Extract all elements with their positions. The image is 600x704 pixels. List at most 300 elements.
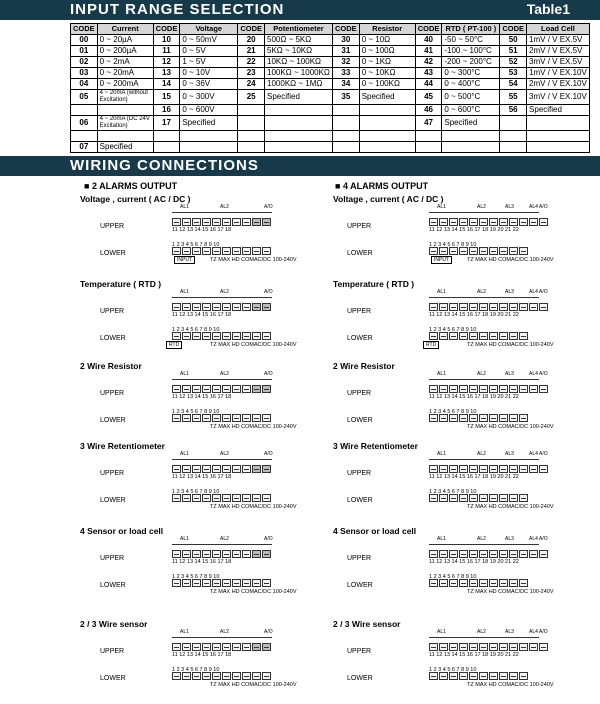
terminal: [469, 303, 478, 311]
table-cell: [265, 105, 333, 116]
table-cell: [97, 105, 153, 116]
terminal: [212, 494, 221, 502]
table-cell: 56: [500, 105, 527, 116]
terminal: [539, 643, 548, 651]
terminal: [489, 465, 498, 473]
terminal: [182, 218, 191, 226]
terminal: [509, 303, 518, 311]
upper-terminal-numbers: 11 12 13 14 15 16 17 18 19 20 21 22: [429, 559, 519, 565]
table-cell: 02: [71, 57, 98, 68]
terminal: [182, 247, 191, 255]
terminal: [479, 579, 488, 587]
upper-terminal-block: [429, 643, 549, 652]
subsection-title: Temperature ( RTD ): [80, 279, 162, 289]
terminal: [439, 672, 448, 680]
table-cell: 54: [500, 79, 527, 90]
lower-terminal-block: [172, 414, 272, 423]
terminal: [439, 643, 448, 651]
lower-label: LOWER: [100, 250, 126, 257]
terminal: [429, 332, 438, 340]
terminal: [529, 465, 538, 473]
upper-label: UPPER: [347, 223, 372, 230]
alarm-label: AL3: [505, 204, 514, 210]
terminal: [172, 494, 181, 502]
terminal: [182, 332, 191, 340]
table-cell: 22: [238, 57, 265, 68]
alarm-label: AL2: [220, 536, 229, 542]
upper-label: UPPER: [100, 555, 125, 562]
table-cell: Specified: [97, 142, 153, 153]
alarm-wire: [172, 212, 272, 213]
lower-terminal-block: [172, 579, 272, 588]
table-cell: [359, 131, 415, 142]
terminal: [182, 465, 191, 473]
terminal: [172, 218, 181, 226]
table-cell: [415, 142, 442, 153]
terminal: [439, 385, 448, 393]
lower-terminal-numbers: 1 2 3 4 5 6 7 8 9 10: [172, 667, 220, 673]
rtd-box: RTD: [166, 341, 182, 349]
table-cell: 14: [153, 79, 180, 90]
table-cell: [527, 131, 590, 142]
terminal: [489, 643, 498, 651]
upper-terminal-block: [172, 643, 272, 652]
terminal: [232, 643, 241, 651]
terminal: [519, 414, 528, 422]
alarm-label: AL2: [220, 371, 229, 377]
table-cell: 34: [333, 79, 360, 90]
subsection-title: 4 Sensor or load cell: [333, 526, 417, 536]
alarm-wire: [172, 459, 272, 460]
terminal: [519, 332, 528, 340]
terminal: [429, 494, 438, 502]
power-label: AC/DC 100-240V: [511, 504, 554, 510]
lower-label: LOWER: [347, 497, 373, 504]
power-label: AC/DC 100-240V: [254, 342, 297, 348]
table-cell: 00: [71, 35, 98, 46]
lower-terminal-tags: TZ MAX HD COM: [210, 589, 254, 595]
table-cell: [265, 116, 333, 131]
terminal: [479, 643, 488, 651]
left-title-text: 2 ALARMS OUTPUT: [91, 181, 178, 191]
terminal: [499, 579, 508, 587]
upper-terminal-numbers: 11 12 13 14 15 16 17 18: [172, 474, 232, 480]
table-cell: 42: [415, 57, 442, 68]
table-cell: 0 ~ 500°C: [442, 90, 500, 105]
terminal: [489, 247, 498, 255]
rtd-box: RTD: [423, 341, 439, 349]
alarm-label: AL1: [437, 451, 446, 457]
table-cell: [333, 105, 360, 116]
lower-terminal-block: [172, 672, 272, 681]
table-cell: 0 ~ 5V: [180, 46, 238, 57]
terminal: [489, 414, 498, 422]
table-cell: [333, 142, 360, 153]
terminal: [539, 465, 548, 473]
alarm-label: AL3: [505, 371, 514, 377]
upper-terminal-block: [172, 385, 272, 394]
terminal: [459, 579, 468, 587]
table-row: [71, 131, 590, 142]
terminal: [252, 550, 261, 558]
terminal: [252, 247, 261, 255]
table-header-cell: Load Cell: [527, 24, 590, 35]
alarm-label: AL4: [529, 629, 538, 635]
table-cell: 05: [71, 90, 98, 105]
table-cell: 4 ~ 20mA (without Excitation): [97, 90, 153, 105]
terminal: [192, 385, 201, 393]
terminal: [439, 414, 448, 422]
alarm-label: AL2: [477, 629, 486, 635]
terminal: [429, 643, 438, 651]
alarm-label: AL3: [505, 289, 514, 295]
terminal: [262, 303, 271, 311]
terminal: [519, 465, 528, 473]
terminal: [222, 465, 231, 473]
table-cell: [180, 142, 238, 153]
terminal: [429, 385, 438, 393]
table-cell: Specified: [359, 90, 415, 105]
lower-terminal-tags: TZ MAX HD COM: [210, 342, 254, 348]
terminal: [429, 579, 438, 587]
terminal: [232, 414, 241, 422]
terminal: [212, 218, 221, 226]
table-cell: 0 ~ 100Ω: [359, 46, 415, 57]
alarm-label: AL2: [477, 289, 486, 295]
terminal: [509, 579, 518, 587]
terminal: [449, 465, 458, 473]
table-cell: 10KΩ ~ 100KΩ: [265, 57, 333, 68]
terminal: [192, 643, 201, 651]
alarm-label: AL2: [220, 289, 229, 295]
lower-label: LOWER: [347, 582, 373, 589]
alarm-label: AL1: [437, 289, 446, 295]
alarm-label: AL2: [477, 371, 486, 377]
terminal: [479, 414, 488, 422]
table-cell: [238, 116, 265, 131]
table-cell: 1mV / V EX.10V: [527, 68, 590, 79]
terminal: [479, 218, 488, 226]
table-cell: 04: [71, 79, 98, 90]
lower-terminal-block: [429, 332, 529, 341]
table-row: [71, 105, 590, 116]
terminal: [182, 414, 191, 422]
terminal: [212, 550, 221, 558]
table-cell: [71, 105, 98, 116]
table-row: [71, 46, 590, 57]
table-cell: 0 ~ 10Ω: [359, 35, 415, 46]
terminal: [479, 494, 488, 502]
terminal: [439, 303, 448, 311]
terminal: [232, 332, 241, 340]
terminal: [202, 579, 211, 587]
terminal: [242, 550, 251, 558]
alarm-label: AL3: [505, 629, 514, 635]
lower-terminal-tags: TZ MAX HD COM: [467, 342, 511, 348]
terminal: [449, 550, 458, 558]
input-range-table: [70, 23, 590, 153]
terminal: [479, 332, 488, 340]
lower-terminal-block: [429, 494, 529, 503]
table-cell: [238, 131, 265, 142]
terminal: [212, 332, 221, 340]
upper-terminal-block: [429, 385, 549, 394]
table-cell: 0 ~ 400°C: [442, 79, 500, 90]
terminal: [439, 218, 448, 226]
terminal: [499, 385, 508, 393]
lower-terminal-numbers: 1 2 3 4 5 6 7 8 9 10: [429, 327, 477, 333]
table-cell: 1000KΩ ~ 1MΩ: [265, 79, 333, 90]
terminal: [192, 550, 201, 558]
terminal: [172, 303, 181, 311]
terminal: [202, 332, 211, 340]
terminal: [469, 247, 478, 255]
lower-label: LOWER: [100, 417, 126, 424]
terminal: [182, 385, 191, 393]
terminal: [232, 218, 241, 226]
terminal: [469, 494, 478, 502]
lower-terminal-tags: TZ MAX HD COM: [467, 589, 511, 595]
subsection-title: Voltage , current ( AC / DC ): [80, 194, 191, 204]
terminal: [509, 247, 518, 255]
terminal: [469, 218, 478, 226]
table-header-cell: CODE: [153, 24, 180, 35]
terminal: [449, 672, 458, 680]
upper-label: UPPER: [347, 390, 372, 397]
terminal: [192, 672, 201, 680]
terminal: [509, 465, 518, 473]
terminal: [212, 247, 221, 255]
table-cell: Specified: [527, 105, 590, 116]
terminal: [262, 465, 271, 473]
table-cell: 24: [238, 79, 265, 90]
terminal: [489, 332, 498, 340]
terminal: [459, 494, 468, 502]
table-header-cell: Resistor: [359, 24, 415, 35]
terminal: [212, 385, 221, 393]
terminal: [262, 643, 271, 651]
terminal: [182, 672, 191, 680]
lower-label: LOWER: [100, 675, 126, 682]
terminal: [509, 218, 518, 226]
terminal: [459, 332, 468, 340]
ao-label: A/O: [539, 371, 548, 377]
terminal: [242, 414, 251, 422]
terminal: [529, 385, 538, 393]
table-cell: [359, 116, 415, 131]
terminal: [519, 643, 528, 651]
terminal: [509, 494, 518, 502]
alarm-wire: [429, 297, 539, 298]
table-cell: 4 ~ 20mA (DC 24V Excitation): [97, 116, 153, 131]
alarm-label: AL2: [220, 629, 229, 635]
ao-label: A/O: [264, 289, 273, 295]
alarm-wire: [172, 379, 272, 380]
terminal: [499, 414, 508, 422]
terminal: [232, 303, 241, 311]
terminal: [519, 494, 528, 502]
terminal: [539, 550, 548, 558]
upper-terminal-numbers: 11 12 13 14 15 16 17 18: [172, 559, 232, 565]
terminal: [519, 218, 528, 226]
table-row: [71, 116, 590, 131]
table-cell: 0 ~ 600V: [180, 105, 238, 116]
terminal: [192, 247, 201, 255]
right-title-text: 4 ALARMS OUTPUT: [342, 181, 429, 191]
upper-terminal-block: [172, 465, 272, 474]
terminal: [172, 643, 181, 651]
terminal: [212, 303, 221, 311]
terminal: [202, 672, 211, 680]
terminal: [202, 643, 211, 651]
power-label: AC/DC 100-240V: [511, 257, 554, 263]
terminal: [232, 385, 241, 393]
lower-terminal-block: [172, 247, 272, 256]
ao-label: A/O: [539, 204, 548, 210]
lower-terminal-tags: TZ MAX HD COM: [210, 504, 254, 510]
terminal: [499, 465, 508, 473]
subsection-title: 2 / 3 Wire sensor: [333, 619, 401, 629]
terminal: [242, 672, 251, 680]
terminal: [439, 494, 448, 502]
table-cell: 1 ~ 5V: [180, 57, 238, 68]
upper-label: UPPER: [347, 648, 372, 655]
lower-terminal-block: [429, 579, 529, 588]
upper-terminal-block: [429, 550, 549, 559]
table-cell: 500Ω ~ 5KΩ: [265, 35, 333, 46]
table-cell: [265, 131, 333, 142]
terminal: [172, 414, 181, 422]
terminal: [212, 579, 221, 587]
terminal: [519, 303, 528, 311]
table-cell: [97, 131, 153, 142]
power-label: AC/DC 100-240V: [511, 682, 554, 688]
terminal: [429, 303, 438, 311]
alarm-label: AL1: [437, 371, 446, 377]
terminal: [182, 303, 191, 311]
table-cell: 0 ~ 600°C: [442, 105, 500, 116]
terminal: [182, 643, 191, 651]
alarm-label: AL1: [180, 289, 189, 295]
table-cell: 15: [153, 90, 180, 105]
subsection-title: 4 Sensor or load cell: [80, 526, 164, 536]
alarm-label: AL1: [180, 536, 189, 542]
subsection-title: 2 Wire Resistor: [333, 361, 395, 371]
alarm-label: AL4: [529, 451, 538, 457]
table-cell: 12: [153, 57, 180, 68]
terminal: [242, 247, 251, 255]
table-cell: 40: [415, 35, 442, 46]
terminal: [459, 385, 468, 393]
terminal: [539, 303, 548, 311]
terminal: [202, 465, 211, 473]
upper-label: UPPER: [347, 308, 372, 315]
terminal: [489, 579, 498, 587]
terminal: [222, 385, 231, 393]
terminal: [172, 332, 181, 340]
terminal: [439, 332, 448, 340]
ao-label: A/O: [264, 451, 273, 457]
terminal: [202, 550, 211, 558]
power-label: AC/DC 100-240V: [511, 342, 554, 348]
terminal: [182, 494, 191, 502]
table-cell: 0 ~ 1KΩ: [359, 57, 415, 68]
terminal: [242, 332, 251, 340]
table-cell: 13: [153, 68, 180, 79]
terminal: [479, 672, 488, 680]
terminal: [242, 385, 251, 393]
upper-terminal-numbers: 11 12 13 14 15 16 17 18 19 20 21 22: [429, 652, 519, 658]
alarm-label: AL2: [220, 451, 229, 457]
upper-terminal-block: [429, 303, 549, 312]
table-cell: 3mV / V EX.5V: [527, 57, 590, 68]
table-cell: 44: [415, 79, 442, 90]
upper-label: UPPER: [100, 648, 125, 655]
terminal: [252, 643, 261, 651]
power-label: AC/DC 100-240V: [254, 682, 297, 688]
terminal: [499, 303, 508, 311]
terminal: [222, 303, 231, 311]
upper-terminal-block: [172, 303, 272, 312]
table-cell: 53: [500, 68, 527, 79]
terminal: [499, 494, 508, 502]
lower-terminal-tags: TZ MAX HD COM: [467, 257, 511, 263]
table-cell: 47: [415, 116, 442, 131]
table-cell: 0 ~ 300°C: [442, 68, 500, 79]
table-cell: [500, 116, 527, 131]
power-label: AC/DC 100-240V: [254, 424, 297, 430]
upper-label: UPPER: [347, 555, 372, 562]
table-cell: 32: [333, 57, 360, 68]
terminal: [262, 332, 271, 340]
terminal: [252, 672, 261, 680]
lower-terminal-numbers: 1 2 3 4 5 6 7 8 9 10: [429, 409, 477, 415]
terminal: [529, 643, 538, 651]
alarm-wire: [429, 212, 539, 213]
table-cell: [359, 142, 415, 153]
table-cell: [180, 131, 238, 142]
terminal: [479, 385, 488, 393]
terminal: [212, 414, 221, 422]
lower-label: LOWER: [100, 582, 126, 589]
terminal: [449, 247, 458, 255]
table-cell: 3mV / V EX.10V: [527, 90, 590, 105]
terminal: [479, 247, 488, 255]
table-cell: 03: [71, 68, 98, 79]
table-cell: 0 ~ 200µA: [97, 46, 153, 57]
terminal: [242, 303, 251, 311]
lower-terminal-block: [429, 247, 529, 256]
lower-label: LOWER: [347, 335, 373, 342]
terminal: [232, 579, 241, 587]
terminal: [479, 303, 488, 311]
terminal: [429, 465, 438, 473]
table-cell: 0 ~ 10V: [180, 68, 238, 79]
lower-terminal-numbers: 1 2 3 4 5 6 7 8 9 10: [429, 242, 477, 248]
upper-label: UPPER: [100, 308, 125, 315]
terminal: [202, 414, 211, 422]
terminal: [519, 385, 528, 393]
terminal: [469, 332, 478, 340]
terminal: [449, 332, 458, 340]
table-cell: [500, 131, 527, 142]
terminal: [429, 672, 438, 680]
alarm-label: AL1: [437, 204, 446, 210]
terminal: [202, 303, 211, 311]
terminal: [519, 247, 528, 255]
power-label: AC/DC 100-240V: [254, 257, 297, 263]
table-cell: 25: [238, 90, 265, 105]
